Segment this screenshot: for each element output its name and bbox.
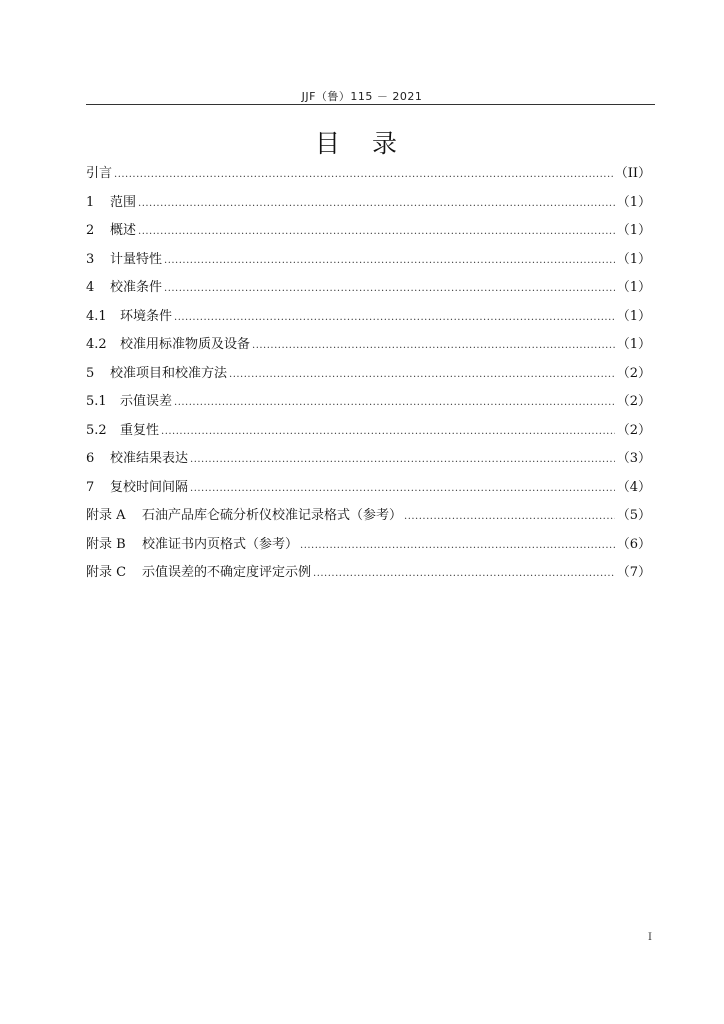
toc-entry-page: （2） — [616, 365, 651, 381]
page-title: 目 录 — [315, 129, 409, 158]
toc-entry-intro[interactable] — [86, 160, 651, 189]
toc-entry-number: 3 — [86, 251, 95, 267]
dot-leader — [190, 445, 615, 475]
dot-leader — [138, 217, 615, 247]
toc-entry-page: （5） — [616, 508, 651, 523]
dot-leader — [404, 502, 615, 532]
dot-leader — [190, 474, 615, 504]
toc-entry-label: 校准条件 — [110, 280, 163, 295]
toc-entry-number: 4.2 — [86, 337, 107, 352]
toc-entry-overview[interactable] — [86, 217, 651, 246]
toc-entry-label: 示值误差 — [120, 394, 173, 409]
toc-entry-page: （2） — [616, 394, 651, 409]
toc-entry-page: （1） — [616, 337, 651, 352]
dot-leader — [138, 189, 615, 219]
dot-leader — [174, 303, 615, 333]
toc-entry-label: 示值误差的不确定度评定示例 — [142, 565, 312, 580]
toc-entry-page: （1） — [616, 280, 651, 295]
toc-entry-number: 附录 A — [86, 508, 126, 523]
dot-leader — [174, 388, 615, 418]
dot-leader — [229, 360, 615, 390]
table-of-contents — [86, 160, 651, 588]
toc-entry-number: 5 — [86, 365, 95, 381]
toc-entry-number: 2 — [86, 223, 95, 238]
toc-entry-number: 4.1 — [86, 308, 107, 324]
toc-entry-number: 附录 C — [86, 565, 127, 580]
toc-entry-label: 校准证书内页格式（参考） — [142, 536, 299, 552]
toc-entry-appendix-b[interactable] — [86, 531, 651, 560]
toc-entry-page: （1） — [616, 194, 651, 210]
toc-entry-page: （7） — [616, 565, 651, 580]
toc-entry-calibration-conditions[interactable] — [86, 274, 651, 303]
toc-entry-label: 校准项目和校准方法 — [110, 365, 228, 381]
toc-entry-label: 环境条件 — [120, 308, 173, 324]
toc-entry-number: 5.2 — [86, 422, 107, 438]
toc-entry-label: 计量特性 — [110, 251, 163, 267]
toc-entry-label: 石油产品库仑硫分析仪校准记录格式（参考） — [142, 508, 403, 523]
dot-leader — [252, 331, 615, 361]
dot-leader — [114, 160, 613, 190]
toc-entry-label: 校准用标准物质及设备 — [120, 337, 251, 352]
toc-entry-number: 4 — [86, 280, 95, 295]
toc-entry-page: （II） — [614, 166, 651, 181]
toc-entry-label: 概述 — [110, 223, 137, 238]
toc-entry-number: 5.1 — [86, 394, 107, 409]
toc-entry-number: 1 — [86, 194, 95, 210]
dot-leader — [313, 559, 615, 589]
toc-entry-page: （6） — [616, 536, 651, 552]
toc-entry-scope[interactable] — [86, 189, 651, 218]
toc-entry-number: 6 — [86, 451, 95, 466]
toc-entry-number: 附录 B — [86, 536, 126, 552]
toc-entry-label: 校准结果表达 — [110, 451, 189, 466]
toc-entry-label: 引言 — [86, 166, 113, 181]
toc-entry-recalibration-interval[interactable] — [86, 474, 651, 503]
dot-leader — [164, 246, 615, 276]
toc-entry-page: （4） — [616, 479, 651, 495]
toc-entry-appendix-c[interactable] — [86, 559, 651, 588]
header-divider — [86, 104, 655, 105]
toc-entry-reference-materials[interactable] — [86, 331, 651, 360]
toc-entry-page: （3） — [616, 451, 651, 466]
toc-entry-label: 范围 — [110, 194, 137, 210]
toc-entry-page: （1） — [616, 251, 651, 267]
toc-entry-page: （2） — [616, 422, 651, 438]
toc-entry-appendix-a[interactable] — [86, 502, 651, 531]
toc-entry-page: （1） — [616, 223, 651, 238]
page-number: I — [648, 932, 652, 943]
toc-entry-result-expression[interactable] — [86, 445, 651, 474]
toc-entry-label: 复校时间间隔 — [110, 479, 189, 495]
dot-leader — [164, 274, 615, 304]
dot-leader — [300, 531, 615, 561]
dot-leader — [161, 417, 615, 447]
toc-entry-label: 重复性 — [120, 422, 160, 438]
toc-entry-page: （1） — [616, 308, 651, 324]
toc-entry-environment[interactable] — [86, 303, 651, 332]
toc-entry-metrological-characteristics[interactable] — [86, 246, 651, 275]
toc-entry-number: 7 — [86, 479, 95, 495]
toc-entry-indication-error[interactable] — [86, 388, 651, 417]
toc-entry-repeatability[interactable] — [86, 417, 651, 446]
standard-code-header: JJF（鲁）115 － 2021 — [301, 90, 423, 103]
toc-entry-calibration-items[interactable] — [86, 360, 651, 389]
